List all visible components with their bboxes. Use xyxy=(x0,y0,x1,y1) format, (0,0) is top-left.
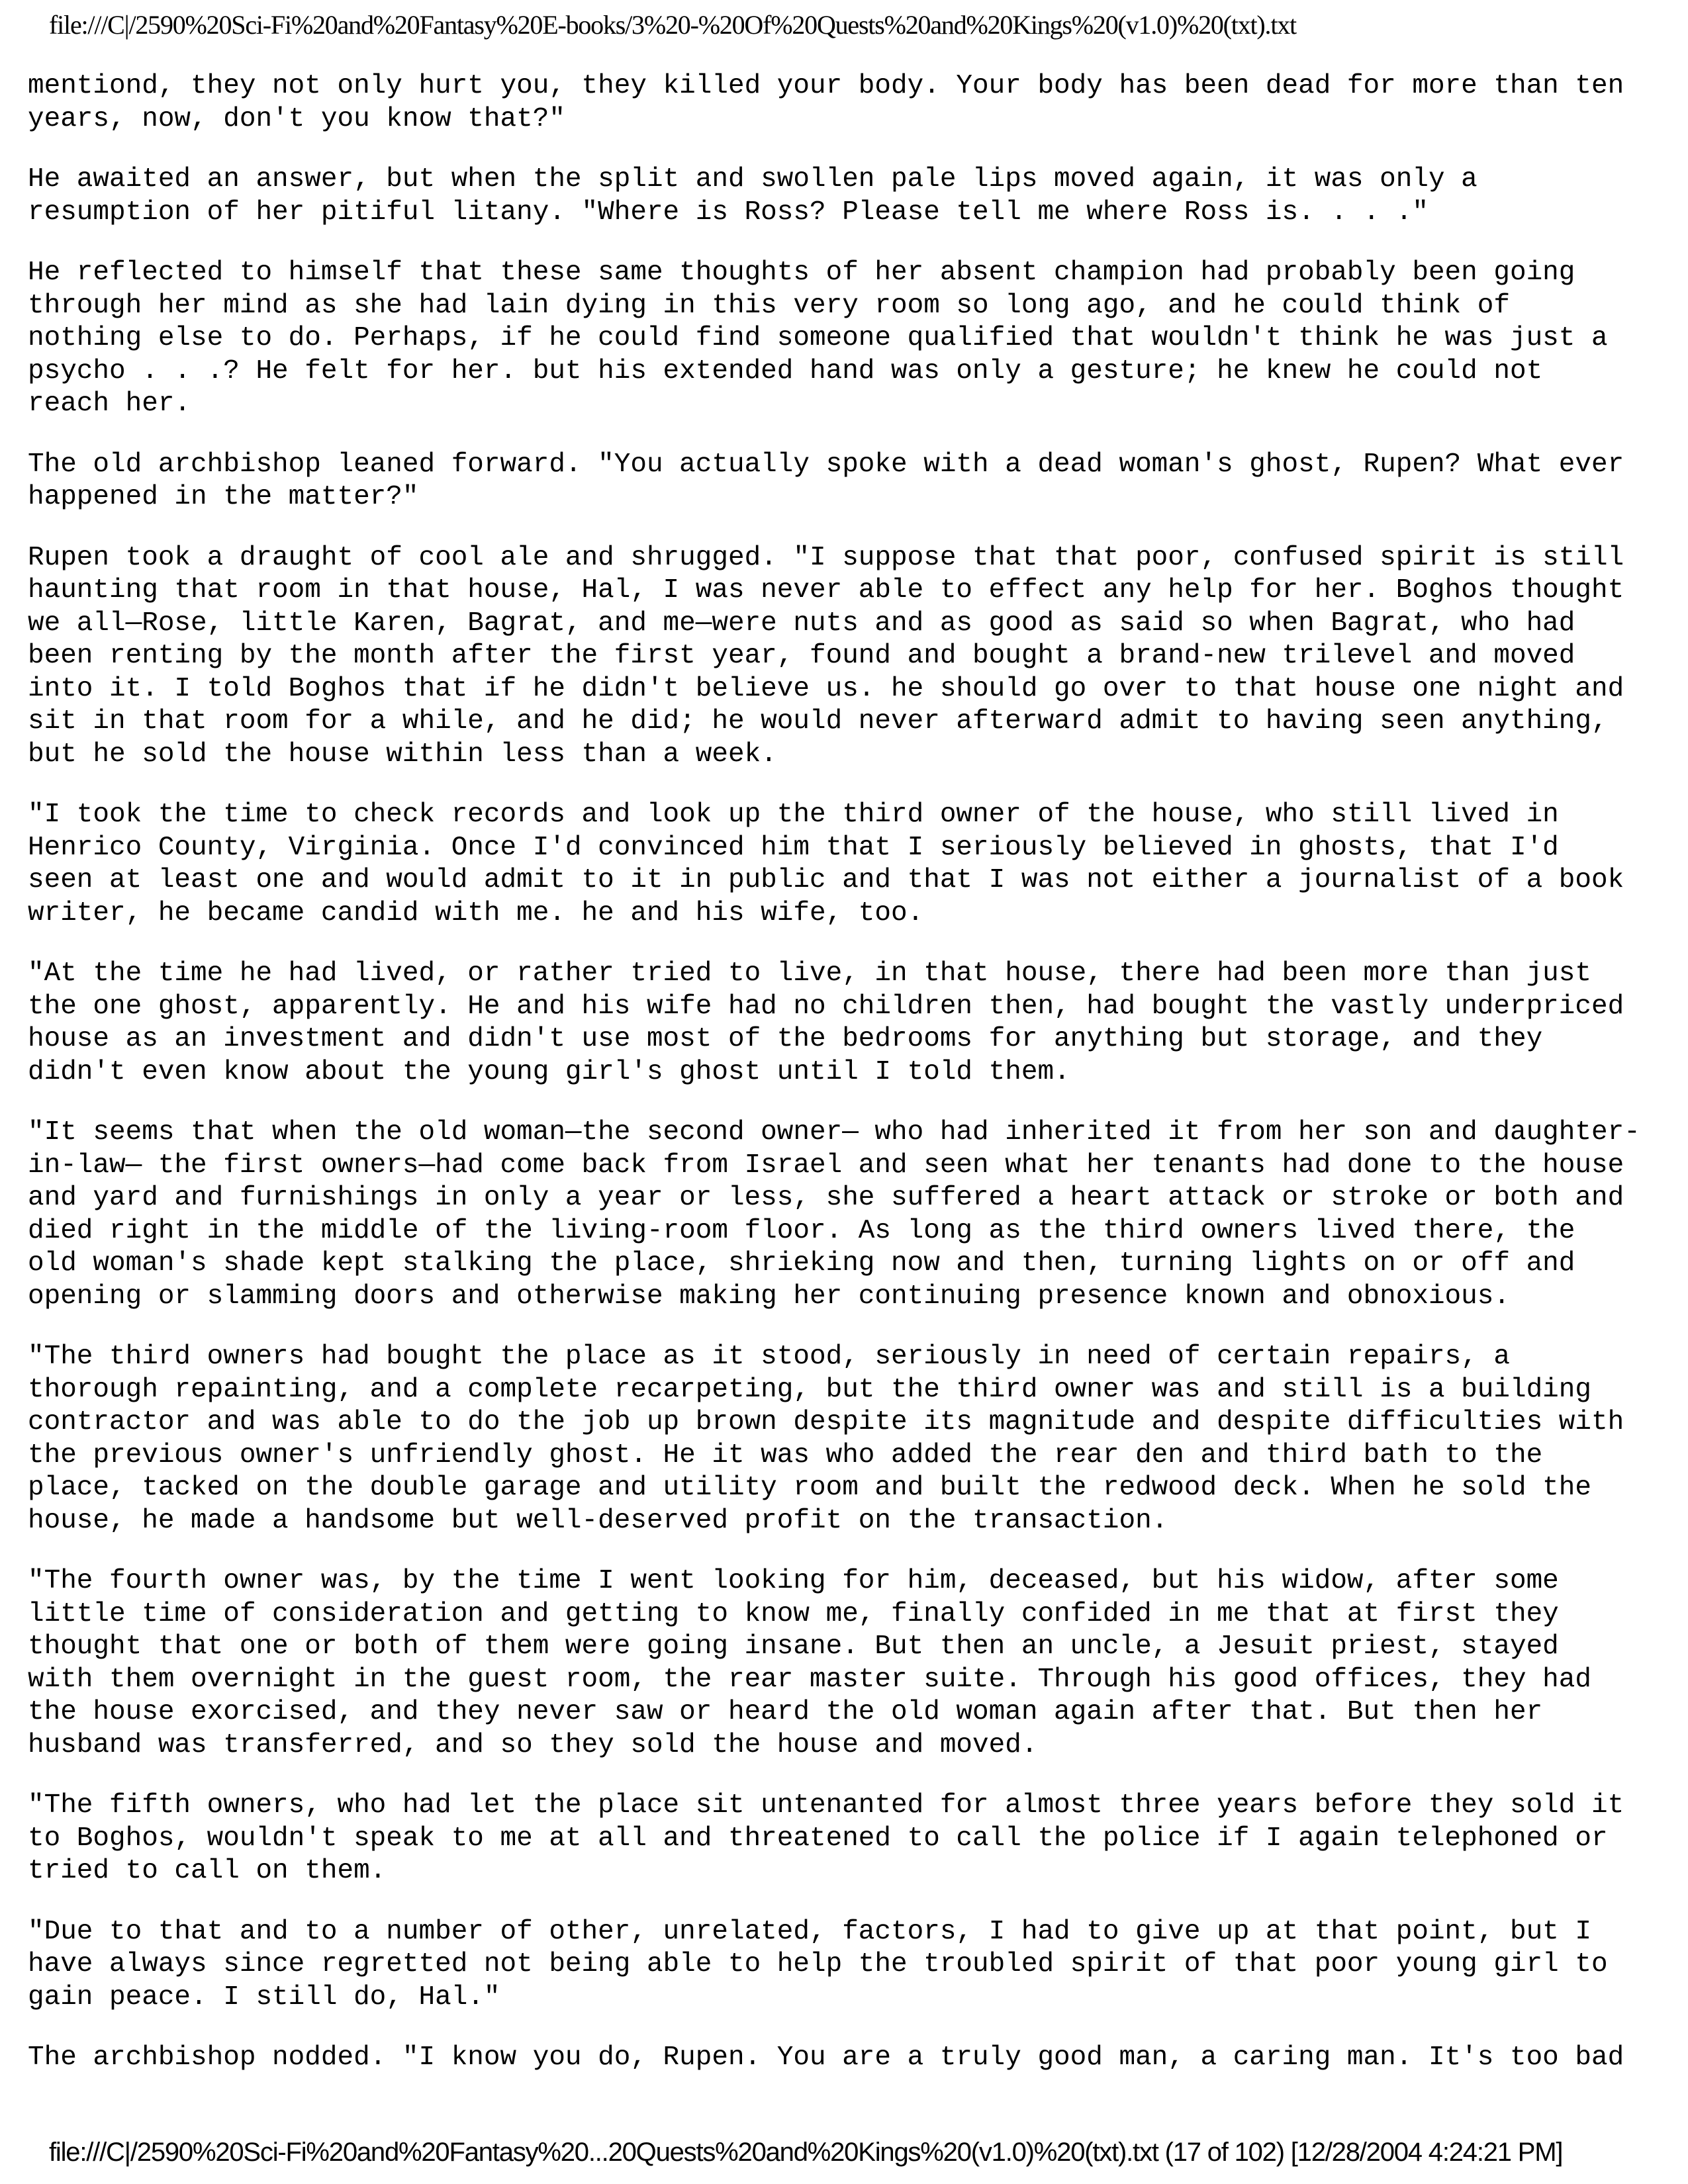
paragraph: "The third owners had bought the place as it stood, seriously in need of certain repairs, a thorough repainting, and a complete recarpeting, but the third owner was and still is a building contractor and was able to do the job up brown despite its magnitude and despite difficulties with the previous owner's unfriendly ghost. He it was who added the rear den and third bath to the place, tacked on the double garage and utility room and built the redwood deck. When he sold the house, he made a handsome but well-deserved profit on the transaction. xyxy=(28,1342,1624,1536)
paragraph: mentiond, they not only hurt you, they killed your body. Your body has been dead for more than ten years, now, don't you know that?" xyxy=(28,71,1624,134)
paragraph: The archbishop nodded. "I know you do, Rupen. You are a truly good man, a caring man. It's too bad xyxy=(28,2042,1624,2073)
page-footer: file:///C|/2590%20Sci-Fi%20and%20Fantasy%20...20Quests%20and%20Kings%20(v1.0)%20(txt).txt (17 of 102) [12/28/2004 4:24:21 PM] xyxy=(49,2138,1563,2167)
paragraph: Rupen took a draught of cool ale and shrugged. "I suppose that that poor, confused spirit is still haunting that room in that house, Hal, I was never able to effect any help for her. Boghos thought we all—Rose, little Karen, Bagrat, and me—were nuts and as good as said so when Bagrat, who had been renting by the month after the first year, found and bought a brand-new trilevel and moved into it. I told Boghos that if he didn't believe us. he should go over to that house one night and sit in that room for a while, and he did; he would never afterward admit to having seen anything, but he sold the house within less than a week. xyxy=(28,542,1624,770)
document-body xyxy=(28,70,1663,2103)
paragraph: The old archbishop leaned forward. "You actually spoke with a dead woman's ghost, Rupen? What ever happened in the matter?" xyxy=(28,449,1624,512)
paragraph: "The fifth owners, who had let the place sit untenanted for almost three years before they sold it to Boghos, wouldn't speak to me at all and threatened to call the police if I again telephoned or tried to call on them. xyxy=(28,1790,1624,1886)
paragraph: "Due to that and to a number of other, unrelated, factors, I had to give up at that point, but I have always since regretted not being able to help the troubled spirit of that poor young girl to gain peace. I still do, Hal." xyxy=(28,1916,1608,2013)
paragraph: He reflected to himself that these same thoughts of her absent champion had probably been going through her mind as she had lain dying in this very room so long ago, and he could think of nothing else to do. Perhaps, if he could find someone qualified that wouldn't think he was just a psycho . . .? He felt for her. but his extended hand was only a gesture; he knew he could not reach her. xyxy=(28,257,1608,419)
paragraph: He awaited an answer, but when the split and swollen pale lips moved again, it was only a resumption of her pitiful litany. "Where is Ross? Please tell me where Ross is. . . ." xyxy=(28,164,1477,228)
page-header-url: file:///C|/2590%20Sci-Fi%20and%20Fantasy%20E-books/3%20-%20Of%20Quests%20and%20Kings%20(v1.0)%20(txt).txt xyxy=(49,10,1296,40)
paragraph: "The fourth owner was, by the time I went looking for him, deceased, but his widow, after some little time of consideration and getting to know me, finally confided in me that at first they thought that one or both of them were going insane. But then an uncle, a Jesuit priest, stayed with them overnight in the guest room, the rear master suite. Through his good offices, they had the house exorcised, and they never saw or heard the old woman again after that. But then her husband was transferred, and so they sold the house and moved. xyxy=(28,1566,1591,1760)
paragraph: "At the time he had lived, or rather tried to live, in that house, there had been more than just the one ghost, apparently. He and his wife had no children then, had bought the vastly underpriced house as an investment and didn't use most of the bedrooms for anything but storage, and they didn't even know about the young girl's ghost until I told them. xyxy=(28,958,1624,1087)
paragraph: "It seems that when the old woman—the second owner— who had inherited it from her son and daughter- in-law— the first owners—had come back from Israel and seen what her tenants had done to the house and yard and furnishings in only a year or less, she suffered a heart attack or stroke or both and died right in the middle of the living-room floor. As long as the third owners lived there, the old woman's shade kept stalking the place, shrieking now and then, turning lights on or off and opening or slamming doors and otherwise making her continuing presence known and obnoxious. xyxy=(28,1117,1640,1312)
paragraph: "I took the time to check records and look up the third owner of the house, who still lived in Henrico County, Virginia. Once I'd convinced him that I seriously believed in ghosts, that I'd seen at least one and would admit to it in public and that I was not either a journalist of a book writer, he became candid with me. he and his wife, too. xyxy=(28,799,1624,929)
